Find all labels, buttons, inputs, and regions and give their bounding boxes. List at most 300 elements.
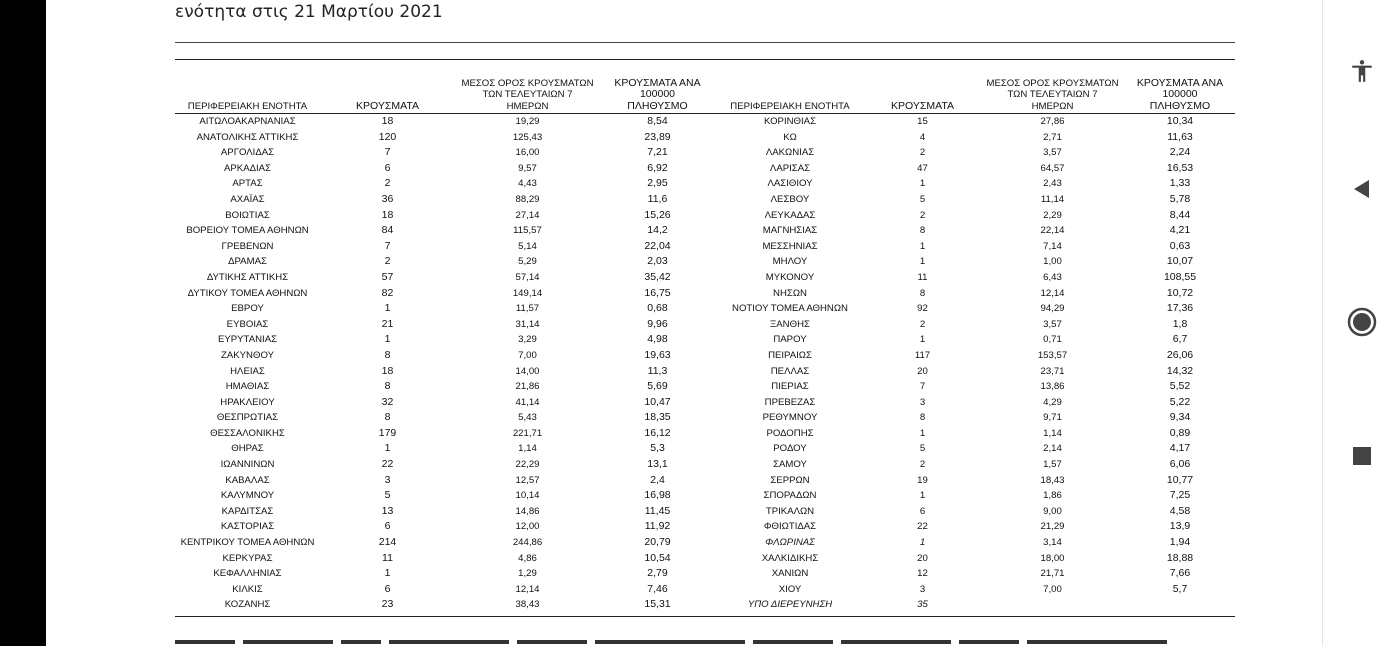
table-row — [175, 441, 1235, 457]
cell-avg-7days: 11,14 — [1040, 193, 1065, 205]
cell-avg-7days: 21,71 — [1040, 568, 1065, 580]
cell-region: ΠΡΕΒΕΖΑΣ — [764, 396, 816, 408]
cell-region: ΣΕΡΡΩΝ — [770, 474, 810, 486]
back-triangle-icon — [1350, 177, 1374, 201]
cell-region: ΔΥΤΙΚΗΣ ΑΤΤΙΚΗΣ — [206, 271, 289, 283]
cell-avg-7days: 7,14 — [1043, 240, 1062, 252]
cell-avg-7days: 22,14 — [1040, 225, 1065, 237]
cell-avg-7days: 3,57 — [1043, 318, 1062, 330]
cell-per-100k: 15,26 — [644, 208, 671, 221]
table-row — [175, 130, 1235, 146]
cell-region: ΗΜΑΘΙΑΣ — [225, 381, 270, 393]
cell-cases: 6 — [384, 520, 391, 533]
table-row — [175, 519, 1235, 535]
cell-avg-7days: 153,57 — [1037, 349, 1068, 361]
cell-region: ΗΡΑΚΛΕΙΟΥ — [220, 396, 275, 408]
cell-per-100k: 35,42 — [644, 270, 671, 283]
cell-cases: 8 — [384, 411, 391, 424]
cell-cases: 18 — [381, 208, 394, 221]
accessibility-button[interactable] — [1345, 54, 1379, 88]
cell-avg-7days: 14,00 — [515, 365, 540, 377]
cell-per-100k: 11,3 — [647, 364, 668, 377]
cell-per-100k: 0,63 — [1169, 239, 1191, 252]
cell-cases: 11 — [917, 271, 928, 283]
cell-cases: 5 — [919, 443, 926, 455]
cell-avg-7days: 1,57 — [1043, 459, 1062, 471]
cell-per-100k: 2,03 — [647, 255, 668, 268]
cell-avg-7days: 9,71 — [1043, 412, 1062, 424]
cell-cases: 5 — [919, 193, 926, 205]
cell-cases: 3 — [384, 473, 391, 486]
cell-avg-7days: 5,14 — [518, 240, 537, 252]
cell-avg-7days: 125,43 — [512, 131, 543, 143]
cell-avg-7days — [980, 597, 1125, 613]
cell-region: ΚΕΡΚΥΡΑΣ — [222, 552, 273, 564]
cell-region: ΠΙΕΡΙΑΣ — [771, 381, 809, 393]
cell-avg-7days: 10,14 — [515, 490, 540, 502]
cell-region: ΛΕΣΒΟΥ — [770, 193, 810, 205]
cell-per-100k: 22,04 — [644, 239, 671, 252]
table-row — [175, 410, 1235, 426]
recents-button[interactable] — [1345, 439, 1379, 473]
cell-avg-7days: 3,57 — [1043, 147, 1062, 159]
cell-per-100k: 10,34 — [1166, 115, 1194, 127]
table-row — [175, 364, 1235, 380]
cell-region: ΑΝΑΤΟΛΙΚΗΣ ΑΤΤΙΚΗΣ — [196, 131, 299, 143]
table-row — [175, 176, 1235, 192]
back-button[interactable] — [1345, 172, 1379, 206]
cell-per-100k: 10,54 — [644, 551, 671, 564]
cell-cases: 2 — [919, 318, 926, 330]
cell-per-100k: 16,12 — [644, 426, 671, 439]
table-row — [175, 161, 1235, 177]
cell-per-100k: 2,24 — [1169, 146, 1191, 159]
cell-per-100k: 13,9 — [1169, 520, 1191, 533]
cell-region: ΖΑΚΥΝΘΟΥ — [221, 349, 274, 361]
cell-avg-7days: 7,00 — [1043, 583, 1062, 595]
accessibility-icon — [1349, 58, 1375, 84]
home-button[interactable] — [1345, 305, 1379, 339]
cell-avg-7days: 6,43 — [1043, 271, 1062, 283]
cell-region: ΜΕΣΣΗΝΙΑΣ — [762, 240, 818, 252]
cell-per-100k: 17,36 — [1166, 302, 1194, 315]
cell-region: ΜΥΚΟΝΟΥ — [765, 271, 815, 283]
cell-per-100k: 2,95 — [647, 177, 668, 190]
cell-region: ΘΕΣΣΑΛΟΝΙΚΗΣ — [210, 427, 285, 439]
cell-per-100k: 1,33 — [1169, 177, 1191, 190]
cell-per-100k: 7,21 — [647, 146, 668, 159]
cell-region: ΔΥΤΙΚΟΥ ΤΟΜΕΑ ΑΘΗΝΩΝ — [187, 287, 308, 299]
cell-per-100k: 16,98 — [644, 489, 671, 502]
cell-avg-7days: 21,86 — [515, 381, 540, 393]
cell-cases: 117 — [914, 349, 931, 361]
cell-avg-7days: 244,86 — [512, 537, 543, 549]
cell-avg-7days: 7,00 — [518, 349, 537, 361]
cell-avg-7days: 149,14 — [512, 287, 543, 299]
cell-avg-7days: 64,57 — [1040, 162, 1065, 174]
cell-avg-7days: 18,00 — [1040, 552, 1065, 564]
cell-region: ΜΗΛΟΥ — [772, 256, 808, 268]
cell-cases: 1 — [919, 427, 926, 439]
cell-cases: 1 — [919, 178, 926, 190]
cell-avg-7days: 1,86 — [1043, 490, 1062, 502]
cell-region: ΚΩ — [783, 131, 797, 143]
cell-avg-7days: 14,86 — [515, 505, 540, 517]
table-row — [175, 208, 1235, 224]
cell-cases: 2 — [919, 459, 926, 471]
cell-region: ΒΟΡΕΙΟΥ ΤΟΜΕΑ ΑΘΗΝΩΝ — [186, 225, 309, 237]
cell-cases: 6 — [384, 582, 391, 595]
cell-region: ΦΘΙΩΤΙΔΑΣ — [763, 521, 817, 533]
cell-avg-7days: 57,14 — [515, 271, 540, 283]
cell-region: ΚΑΒΑΛΑΣ — [225, 474, 270, 486]
table-row — [175, 582, 1235, 598]
cell-cases: 120 — [378, 130, 397, 143]
cell-cases: 1 — [384, 567, 391, 580]
cell-cases: 15 — [917, 116, 928, 127]
cell-per-100k: 5,22 — [1169, 395, 1191, 408]
cell-region: ΛΕΥΚΑΔΑΣ — [764, 209, 816, 221]
cell-per-100k: 7,66 — [1169, 567, 1191, 580]
cell-region: ΘΕΣΠΡΩΤΙΑΣ — [216, 412, 279, 424]
cell-cases: 35 — [917, 599, 928, 611]
cell-avg-7days: 2,29 — [1043, 209, 1062, 221]
cell-cases: 13 — [381, 504, 394, 517]
cell-per-100k: 14,2 — [647, 224, 668, 237]
cell-per-100k: 13,1 — [647, 458, 668, 471]
cell-cases: 21 — [381, 317, 394, 330]
cell-cases: 1 — [919, 256, 926, 268]
cell-region: ΙΩΑΝΝΙΝΩΝ — [220, 459, 275, 471]
home-circle-icon — [1347, 307, 1377, 337]
header-region: ΠΕΡΙΦΕΡΕΙΑΚΗ ΕΝΟΤΗΤΑ — [175, 70, 320, 114]
cell-region: ΑΙΤΩΛΟΑΚΑΡΝΑΝΙΑΣ — [199, 116, 296, 127]
cell-cases: 7 — [919, 381, 926, 393]
cell-per-100k: 4,98 — [647, 333, 668, 346]
cell-avg-7days: 12,14 — [515, 583, 540, 595]
cell-cases: 3 — [919, 583, 926, 595]
cell-cases: 214 — [378, 536, 397, 549]
table-header-row — [175, 70, 1235, 114]
cell-avg-7days: 12,14 — [1040, 287, 1065, 299]
cell-region: ΕΒΡΟΥ — [231, 303, 264, 315]
cell-per-100k: 5,7 — [1172, 582, 1188, 595]
cell-cases: 2 — [919, 209, 926, 221]
table-row — [175, 379, 1235, 395]
cell-avg-7days: 3,14 — [1043, 537, 1062, 549]
cell-cases: 57 — [381, 270, 394, 283]
cell-per-100k: 5,78 — [1169, 192, 1191, 205]
cell-avg-7days: 5,43 — [518, 412, 537, 424]
cell-cases: 179 — [378, 426, 397, 439]
cell-cases: 84 — [381, 224, 394, 237]
cut-off-paragraph-text — [175, 636, 1235, 646]
header-per-100k: ΚΡΟΥΣΜΑΤΑ ΑΝΑ 100000 ΠΛΗΘΥΣΜΟ — [1125, 70, 1235, 114]
cell-per-100k: 23,89 — [644, 130, 671, 143]
cell-region: ΡΟΔΟΥ — [773, 443, 807, 455]
cell-cases: 23 — [381, 598, 394, 611]
cell-cases: 8 — [384, 348, 391, 361]
cell-region: ΓΡΕΒΕΝΩΝ — [221, 240, 274, 252]
cell-avg-7days: 12,57 — [515, 474, 540, 486]
cell-region: ΡΟΔΟΠΗΣ — [766, 427, 814, 439]
cell-per-100k — [1125, 597, 1235, 613]
cell-cases: 18 — [381, 115, 394, 127]
cell-region: ΚΑΛΥΜΝΟΥ — [220, 490, 275, 502]
recents-square-icon — [1351, 445, 1373, 467]
table-row — [175, 395, 1235, 411]
cell-avg-7days: 9,57 — [518, 162, 537, 174]
cell-cases: 82 — [381, 286, 394, 299]
cell-region: ΣΑΜΟΥ — [773, 459, 807, 471]
table-row — [175, 192, 1235, 208]
cell-avg-7days: 1,14 — [518, 443, 537, 455]
table-row — [175, 301, 1235, 317]
cell-region: ΤΡΙΚΑΛΩΝ — [765, 505, 815, 517]
cell-avg-7days: 27,14 — [515, 209, 540, 221]
cell-avg-7days: 22,29 — [515, 459, 540, 471]
cell-cases: 92 — [917, 303, 928, 315]
cell-cases: 4 — [919, 131, 926, 143]
cell-avg-7days: 11,57 — [515, 303, 540, 315]
cell-avg-7days: 94,29 — [1040, 303, 1065, 315]
cell-per-100k: 11,45 — [644, 504, 671, 517]
cell-region: ΠΕΙΡΑΙΩΣ — [768, 349, 812, 361]
cell-avg-7days: 9,00 — [1043, 505, 1062, 517]
header-cases: ΚΡΟΥΣΜΑΤΑ — [865, 70, 980, 114]
cell-cases: 2 — [919, 147, 926, 159]
cell-per-100k: 5,69 — [647, 380, 668, 393]
table-row — [175, 254, 1235, 270]
cell-region: ΧΑΛΚΙΔΙΚΗΣ — [761, 552, 819, 564]
cell-cases: 1 — [384, 333, 391, 346]
cell-per-100k: 11,92 — [644, 520, 671, 533]
cell-cases: 11 — [382, 551, 393, 564]
table-top-rule — [175, 59, 1235, 60]
table-row — [175, 457, 1235, 473]
header-avg-7days: ΜΕΣΟΣ ΟΡΟΣ ΚΡΟΥΣΜΑΤΩΝ ΤΩΝ ΤΕΛΕΥΤΑΙΩΝ 7 ΗΜΕΡΩΝ — [455, 70, 600, 114]
cell-per-100k: 5,3 — [650, 442, 665, 455]
cell-cases: 32 — [381, 395, 394, 408]
cell-per-100k: 16,53 — [1166, 161, 1194, 174]
cell-per-100k: 9,96 — [647, 317, 668, 330]
cell-cases: 8 — [919, 412, 926, 424]
cell-cases: 8 — [919, 287, 926, 299]
cell-region: ΑΡΤΑΣ — [232, 178, 263, 190]
cell-region: ΞΑΝΘΗΣ — [770, 318, 810, 330]
cell-avg-7days: 4,29 — [1043, 396, 1062, 408]
cell-cases: 8 — [919, 225, 926, 237]
cell-region: ΣΠΟΡΑΔΩΝ — [763, 490, 817, 502]
cell-per-100k: 19,63 — [644, 348, 671, 361]
cell-cases: 12 — [917, 568, 928, 580]
cell-per-100k: 11,6 — [647, 192, 668, 205]
cell-per-100k: 14,32 — [1166, 364, 1194, 377]
cell-region: ΔΡΑΜΑΣ — [228, 256, 267, 268]
cell-region: ΑΡΚΑΔΙΑΣ — [224, 162, 271, 174]
cell-avg-7days: 2,43 — [1043, 178, 1062, 190]
cell-avg-7days: 5,29 — [518, 256, 537, 268]
cell-per-100k: 18,35 — [644, 411, 671, 424]
cell-per-100k: 108,55 — [1163, 270, 1197, 283]
cell-per-100k: 4,21 — [1169, 224, 1191, 237]
cell-region: ΝΗΣΩΝ — [773, 287, 807, 299]
cell-per-100k: 7,46 — [647, 582, 668, 595]
divider-line — [175, 42, 1235, 43]
document-page[interactable] — [46, 0, 1322, 646]
cell-per-100k: 26,06 — [1166, 348, 1194, 361]
cell-region: ΒΟΙΩΤΙΑΣ — [225, 209, 270, 221]
cell-region: ΚΟΡΙΝΘΙΑΣ — [763, 116, 817, 127]
cell-per-100k: 6,92 — [647, 161, 668, 174]
table-row — [175, 286, 1235, 302]
cell-per-100k: 4,17 — [1169, 442, 1191, 455]
cell-cases: 1 — [384, 442, 391, 455]
cell-avg-7days: 16,00 — [515, 147, 540, 159]
cell-per-100k: 2,4 — [650, 473, 665, 486]
cell-per-100k: 2,79 — [647, 567, 668, 580]
cell-region: ΛΑΚΩΝΙΑΣ — [765, 147, 815, 159]
cell-cases: 1 — [919, 537, 926, 549]
cell-cases: 18 — [381, 364, 394, 377]
cell-per-100k: 5,52 — [1169, 380, 1191, 393]
cell-region: ΚΕΝΤΡΙΚΟΥ ΤΟΜΕΑ ΑΘΗΝΩΝ — [180, 537, 315, 549]
cell-per-100k: 20,79 — [644, 536, 671, 549]
cell-cases: 7 — [384, 146, 391, 159]
cell-avg-7days: 19,29 — [515, 116, 540, 127]
cell-per-100k: 10,77 — [1166, 473, 1194, 486]
cell-cases: 1 — [919, 240, 926, 252]
table-row — [175, 317, 1235, 333]
table-row — [175, 332, 1235, 348]
cell-avg-7days: 12,00 — [515, 521, 540, 533]
cell-per-100k: 1,8 — [1172, 317, 1188, 330]
cell-cases: 36 — [381, 192, 394, 205]
cell-cases: 19 — [917, 474, 928, 486]
cell-cases: 20 — [917, 365, 928, 377]
cell-region: ΠΕΛΛΑΣ — [770, 365, 810, 377]
cell-cases: 2 — [384, 255, 391, 268]
cell-region: ΠΑΡΟΥ — [773, 334, 807, 346]
cell-region: ΚΑΡΔΙΤΣΑΣ — [221, 505, 274, 517]
cell-cases: 2 — [384, 177, 391, 190]
cell-region: ΥΠΟ ΔΙΕΡΕΥΝΗΣΗ — [747, 599, 833, 611]
cell-avg-7days: 2,71 — [1043, 131, 1062, 143]
table-row — [175, 223, 1235, 239]
cell-avg-7days: 1,29 — [518, 568, 537, 580]
header-avg-7days: ΜΕΣΟΣ ΟΡΟΣ ΚΡΟΥΣΜΑΤΩΝ ΤΩΝ ΤΕΛΕΥΤΑΙΩΝ 7 ΗΜΕΡΩΝ — [980, 70, 1125, 114]
cell-avg-7days: 115,57 — [513, 225, 542, 237]
cell-per-100k: 6,06 — [1169, 458, 1191, 471]
cell-region: ΧΑΝΙΩΝ — [771, 568, 809, 580]
cell-per-100k: 10,47 — [644, 395, 671, 408]
header-per-100k: ΚΡΟΥΣΜΑΤΑ ΑΝΑ 100000 ΠΛΗΘΥΣΜΟ — [600, 70, 715, 114]
table-row — [175, 426, 1235, 442]
cell-avg-7days: 88,29 — [515, 193, 540, 205]
cell-avg-7days: 4,43 — [518, 178, 537, 190]
cell-avg-7days: 38,43 — [515, 599, 540, 611]
cell-avg-7days: 21,29 — [1040, 521, 1065, 533]
page-heading: ενότητα στις 21 Μαρτίου 2021 — [175, 2, 443, 22]
cell-avg-7days: 13,86 — [1040, 381, 1065, 393]
cell-region: ΝΟΤΙΟΥ ΤΟΜΕΑ ΑΘΗΝΩΝ — [732, 303, 848, 315]
cell-region: ΘΗΡΑΣ — [231, 443, 264, 455]
cell-region: ΜΑΓΝΗΣΙΑΣ — [762, 225, 818, 237]
cell-region: ΡΕΘΥΜΝΟΥ — [762, 412, 818, 424]
cell-per-100k: 18,88 — [1166, 551, 1194, 564]
cell-cases: 20 — [917, 552, 928, 564]
table-row — [175, 348, 1235, 364]
cell-region: ΦΛΩΡΙΝΑΣ — [765, 537, 815, 549]
cell-per-100k: 16,75 — [644, 286, 671, 299]
cell-avg-7days: 23,71 — [1040, 365, 1065, 377]
table-bottom-rule — [175, 616, 1235, 617]
table-row — [175, 551, 1235, 567]
cell-per-100k: 15,31 — [644, 598, 671, 611]
cell-region: ΚΕΦΑΛΛΗΝΙΑΣ — [213, 568, 282, 580]
cell-avg-7days: 31,14 — [515, 318, 540, 330]
cell-per-100k: 10,72 — [1166, 286, 1194, 299]
cell-per-100k: 0,89 — [1169, 426, 1191, 439]
cell-avg-7days: 41,14 — [515, 396, 540, 408]
cell-per-100k: 7,25 — [1169, 489, 1191, 502]
cell-region: ΕΥΒΟΙΑΣ — [226, 318, 269, 330]
cell-avg-7days: 18,43 — [1040, 474, 1065, 486]
table-row — [175, 566, 1235, 582]
table-row — [175, 535, 1235, 551]
table-row — [175, 114, 1235, 130]
cell-cases: 8 — [384, 380, 391, 393]
cell-cases: 22 — [381, 458, 394, 471]
header-region: ΠΕΡΙΦΕΡΕΙΑΚΗ ΕΝΟΤΗΤΑ — [715, 70, 865, 114]
cell-cases: 1 — [919, 334, 926, 346]
cell-cases: 1 — [384, 302, 391, 315]
cell-per-100k: 8,44 — [1169, 208, 1191, 221]
cell-per-100k: 0,68 — [647, 302, 668, 315]
cell-per-100k: 6,7 — [1172, 333, 1188, 346]
cell-avg-7days: 3,29 — [518, 334, 537, 346]
table-row — [175, 488, 1235, 504]
header-cases: ΚΡΟΥΣΜΑΤΑ — [320, 70, 455, 114]
left-black-margin — [0, 0, 46, 646]
table-row — [175, 145, 1235, 161]
cell-per-100k: 10,07 — [1166, 255, 1194, 268]
cell-cases: 1 — [919, 490, 926, 502]
table-row — [175, 473, 1235, 489]
table-row — [175, 504, 1235, 520]
android-navigation-bar — [1322, 0, 1400, 646]
cell-cases: 22 — [917, 521, 928, 533]
cell-avg-7days: 1,00 — [1043, 256, 1062, 268]
cell-region: ΚΙΛΚΙΣ — [232, 583, 263, 595]
cell-avg-7days: 1,14 — [1043, 427, 1062, 439]
cell-cases: 6 — [384, 161, 391, 174]
cell-region: ΑΧΑΪΑΣ — [230, 193, 265, 205]
cell-avg-7days: 2,14 — [1043, 443, 1062, 455]
cell-per-100k: 8,54 — [647, 115, 668, 127]
table-row — [175, 239, 1235, 255]
cell-region: ΑΡΓΟΛΙΔΑΣ — [220, 147, 275, 159]
cell-region: ΕΥΡΥΤΑΝΙΑΣ — [217, 334, 278, 346]
cell-avg-7days: 4,86 — [518, 552, 537, 564]
cell-cases: 47 — [917, 162, 928, 174]
cell-avg-7days: 221,71 — [512, 427, 543, 439]
cell-cases: 3 — [919, 396, 926, 408]
cell-region: ΧΙΟΥ — [778, 583, 802, 595]
cell-cases: 6 — [919, 505, 926, 517]
cell-cases: 7 — [384, 239, 391, 252]
cell-region: ΚΟΖΑΝΗΣ — [224, 599, 271, 611]
